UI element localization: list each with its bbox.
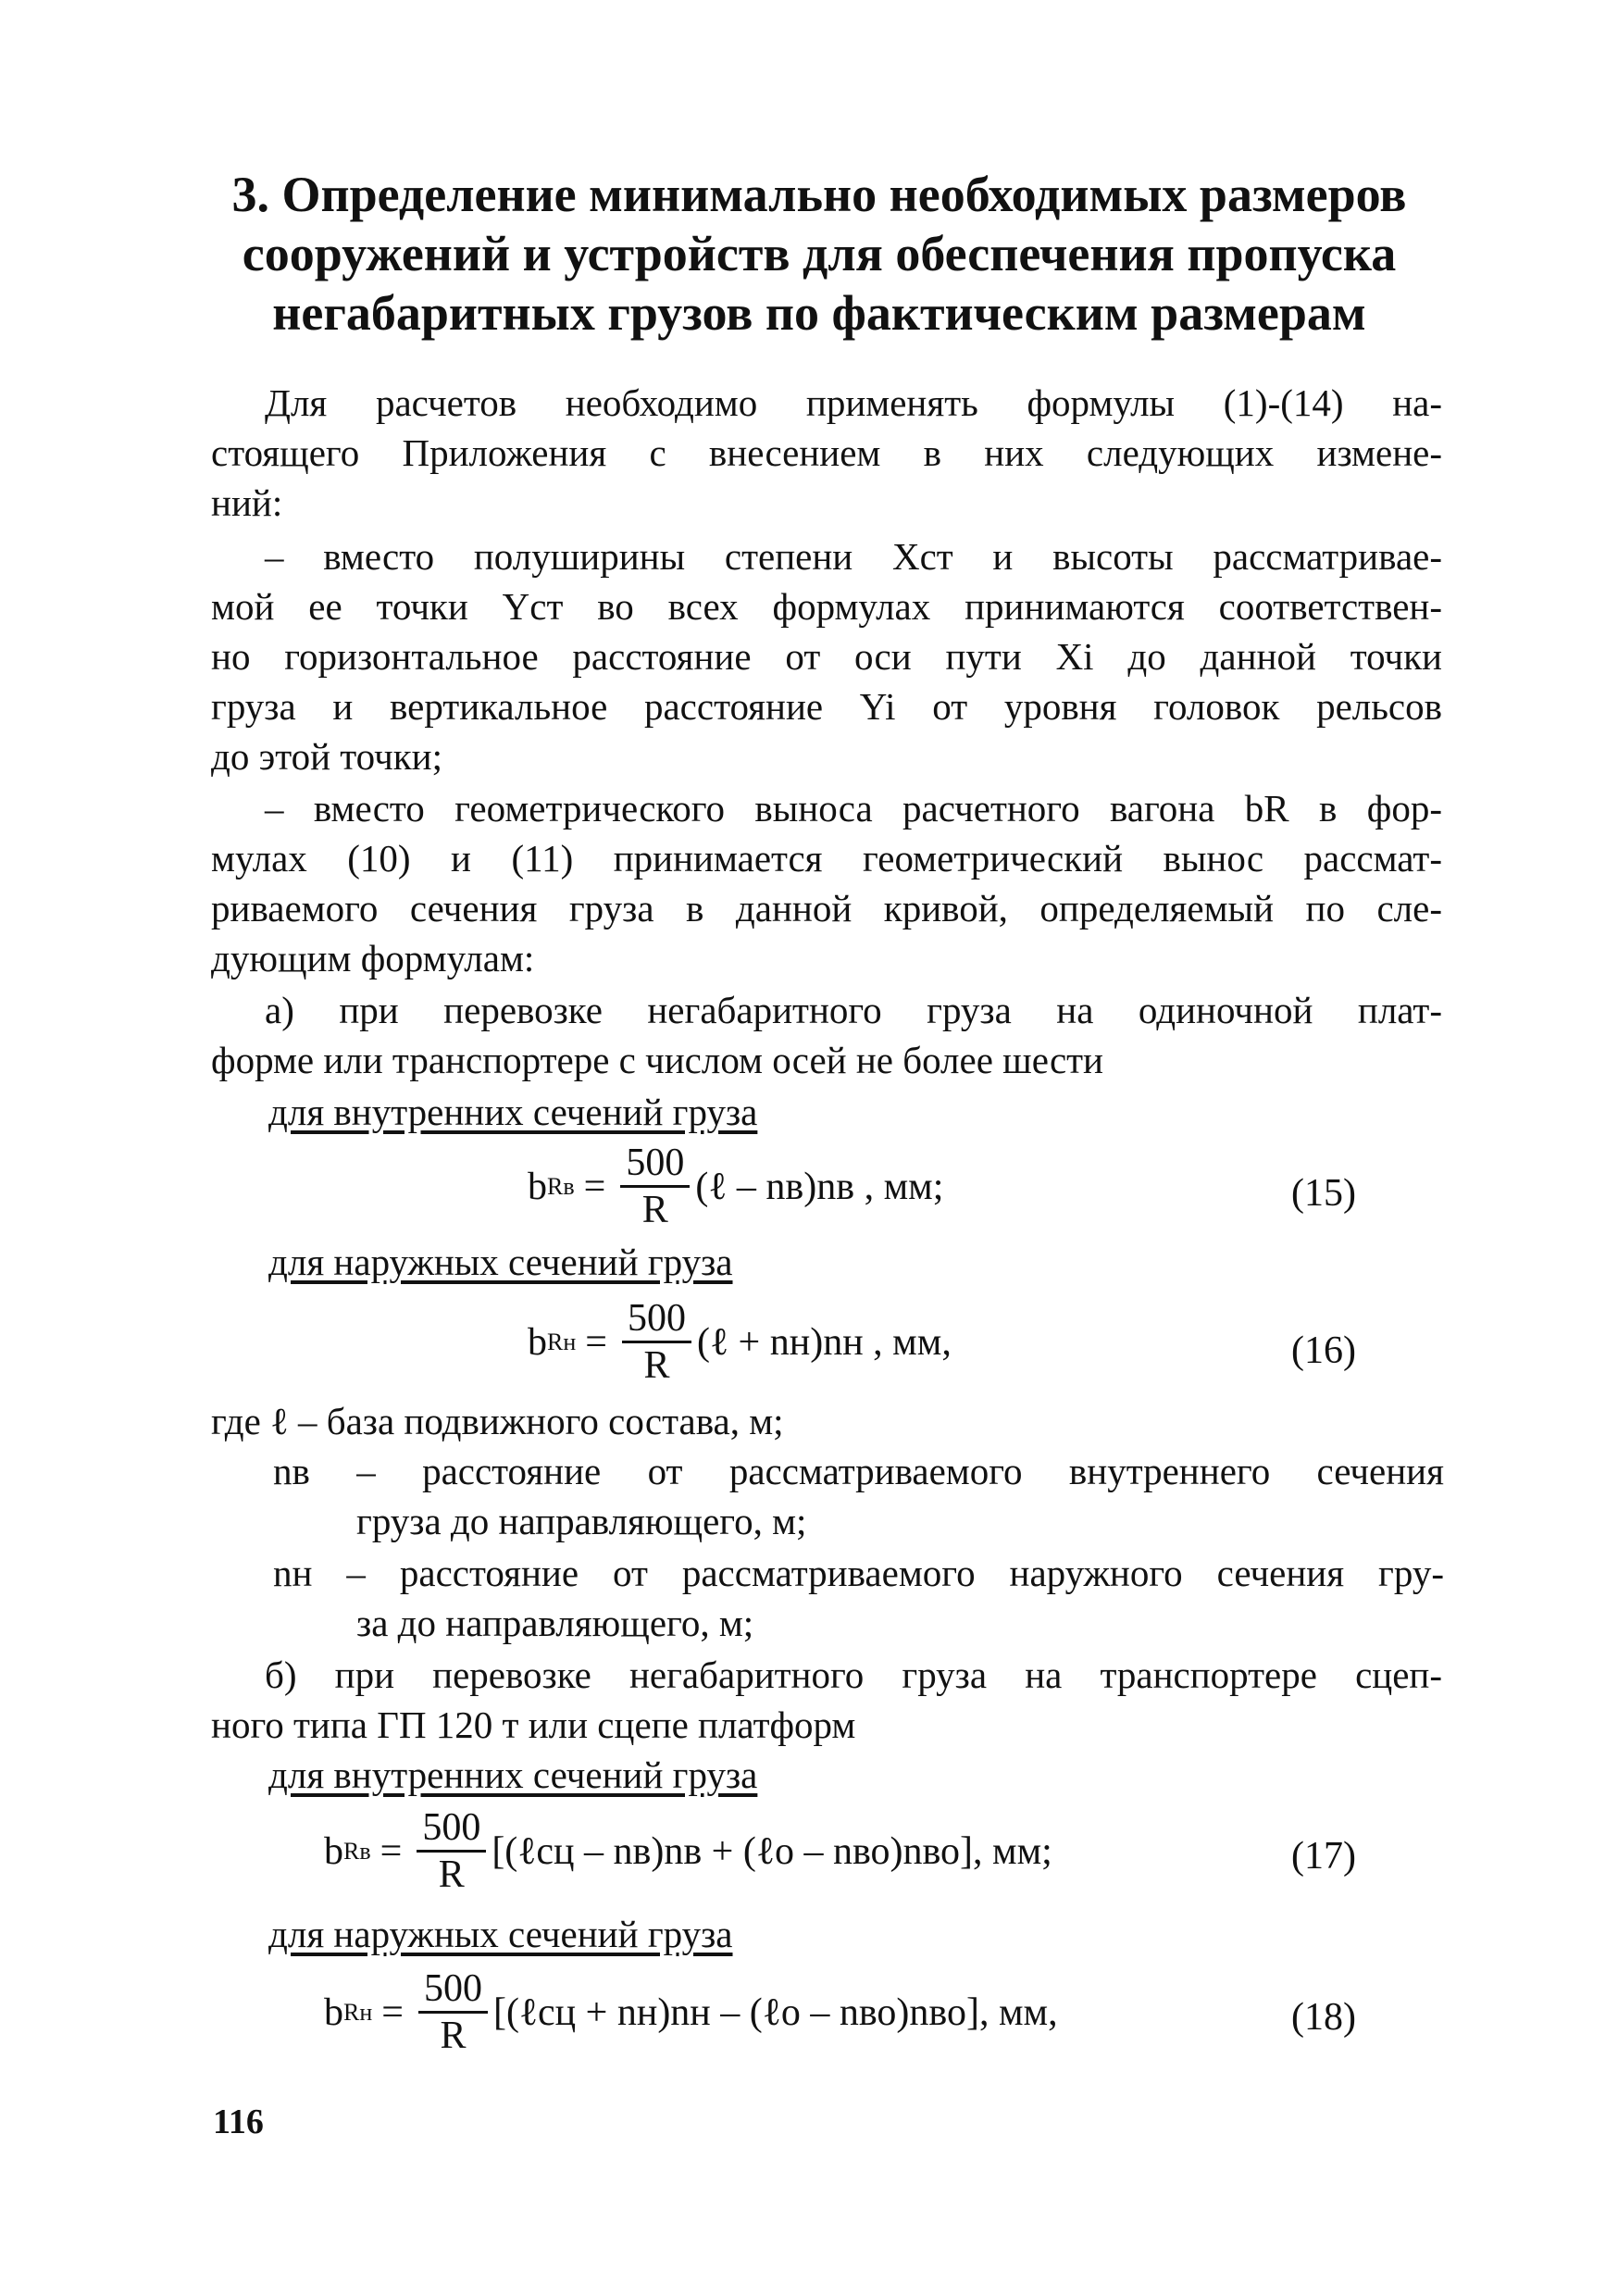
- subheading-inner: для внутренних сечений груза: [268, 1753, 758, 1796]
- legend-nv-cont: груза до направляющего, м;: [356, 1500, 807, 1542]
- section-title: [185, 165, 1453, 343]
- formula-lhs-sub: Rв: [547, 1172, 575, 1200]
- formula-body: (ℓ + nн)nн , мм,: [696, 1320, 952, 1364]
- paragraph-line: – вместо полуширины степени Xст и высоты рассматривае-: [265, 535, 1442, 578]
- paragraph-line: Для расчетов необходимо применять формулы (1)-(14) на-: [265, 381, 1442, 424]
- fraction-denominator: R: [641, 1189, 668, 1231]
- paragraph-line: мулах (10) и (11) принимается геометрический вынос рассмат-: [211, 837, 1442, 880]
- formula-body: [(ℓсц – nв)nв + (ℓо – nво)nво], мм;: [492, 1829, 1052, 1873]
- formula-lhs-sub: Rн: [547, 1328, 577, 1355]
- fraction-denominator: R: [440, 2015, 467, 2057]
- formula-16: [528, 1296, 952, 1388]
- legend-nn-cont: за до направляющего, м;: [356, 1602, 754, 1644]
- legend-l: где ℓ – база подвижного состава, м;: [211, 1400, 784, 1442]
- fraction: [417, 1805, 486, 1897]
- fraction-denominator: R: [438, 1853, 465, 1896]
- page-number: 116: [213, 2103, 264, 2141]
- fraction-numerator: 500: [418, 1966, 488, 2014]
- equation-number: (18): [1291, 1996, 1356, 2039]
- fraction-numerator: 500: [417, 1805, 486, 1853]
- formula-15: [528, 1141, 943, 1232]
- fraction: [620, 1141, 690, 1232]
- paragraph-line: форме или транспортере с числом осей не более шести: [211, 1039, 1104, 1081]
- fraction-numerator: 500: [620, 1141, 690, 1188]
- fraction: [622, 1296, 691, 1388]
- paragraph-line: – вместо геометрического выноса расчетного вагона bR в фор-: [265, 787, 1442, 830]
- formula-lhs: b: [324, 1990, 343, 2034]
- formula-body: [(ℓсц + nн)nн – (ℓо – nво)nво], мм,: [492, 1990, 1058, 2034]
- subheading-outer: для наружных сечений груза: [268, 1241, 733, 1283]
- legend-nv: nв – расстояние от рассматриваемого внутреннего сечения: [273, 1450, 1444, 1492]
- formula-body: (ℓ – nв)nв , мм;: [695, 1165, 944, 1208]
- title-line: негабаритных грузов по фактическим размерам: [272, 285, 1366, 341]
- equals-sign: =: [583, 1165, 606, 1208]
- paragraph-line: а) при перевозке негабаритного груза на одиночной плат-: [265, 989, 1442, 1031]
- title-line: 3. Определение минимально необходимых размеров: [231, 167, 1407, 222]
- formula-lhs: b: [324, 1829, 343, 1873]
- fraction-denominator: R: [643, 1344, 670, 1387]
- paragraph-line: до этой точки;: [211, 735, 442, 778]
- paragraph-line: б) при перевозке негабаритного груза на транспортере сцеп-: [265, 1653, 1442, 1696]
- paragraph-line: мой ее точки Yст во всех формулах принимаются соответствен-: [211, 585, 1442, 628]
- formula-lhs: b: [528, 1165, 547, 1208]
- paragraph-line: ний:: [211, 481, 283, 524]
- formula-lhs-sub: Rв: [343, 1837, 371, 1865]
- legend-nn: nн – расстояние от рассматриваемого наружного сечения гру-: [273, 1552, 1444, 1594]
- fraction-numerator: 500: [622, 1296, 691, 1343]
- paragraph-line: стоящего Приложения с внесением в них следующих измене-: [211, 431, 1442, 474]
- paragraph-line: груза и вертикальное расстояние Yi от уровня головок рельсов: [211, 685, 1442, 728]
- formula-17: [324, 1805, 1052, 1897]
- equals-sign: =: [380, 1829, 403, 1873]
- subheading-outer: для наружных сечений груза: [268, 1913, 733, 1955]
- equation-number: (17): [1291, 1835, 1356, 1878]
- equation-number: (15): [1291, 1172, 1356, 1215]
- subheading-inner: для внутренних сечений груза: [268, 1091, 758, 1133]
- equals-sign: =: [381, 1990, 404, 2034]
- fraction: [418, 1966, 488, 2058]
- paragraph-line: риваемого сечения груза в данной кривой, определяемый по сле-: [211, 887, 1442, 930]
- paragraph-line: дующим формулам:: [211, 937, 535, 980]
- equals-sign: =: [585, 1320, 607, 1364]
- formula-lhs: b: [528, 1320, 547, 1364]
- title-line: сооружений и устройств для обеспечения пропуска: [242, 226, 1397, 281]
- formula-lhs-sub: Rн: [343, 1998, 373, 2026]
- paragraph-line: но горизонтальное расстояние от оси пути Xi до данной точки: [211, 635, 1442, 678]
- equation-number: (16): [1291, 1329, 1356, 1372]
- paragraph-line: ного типа ГП 120 т или сцепе платформ: [211, 1703, 856, 1746]
- formula-18: [324, 1966, 1058, 2058]
